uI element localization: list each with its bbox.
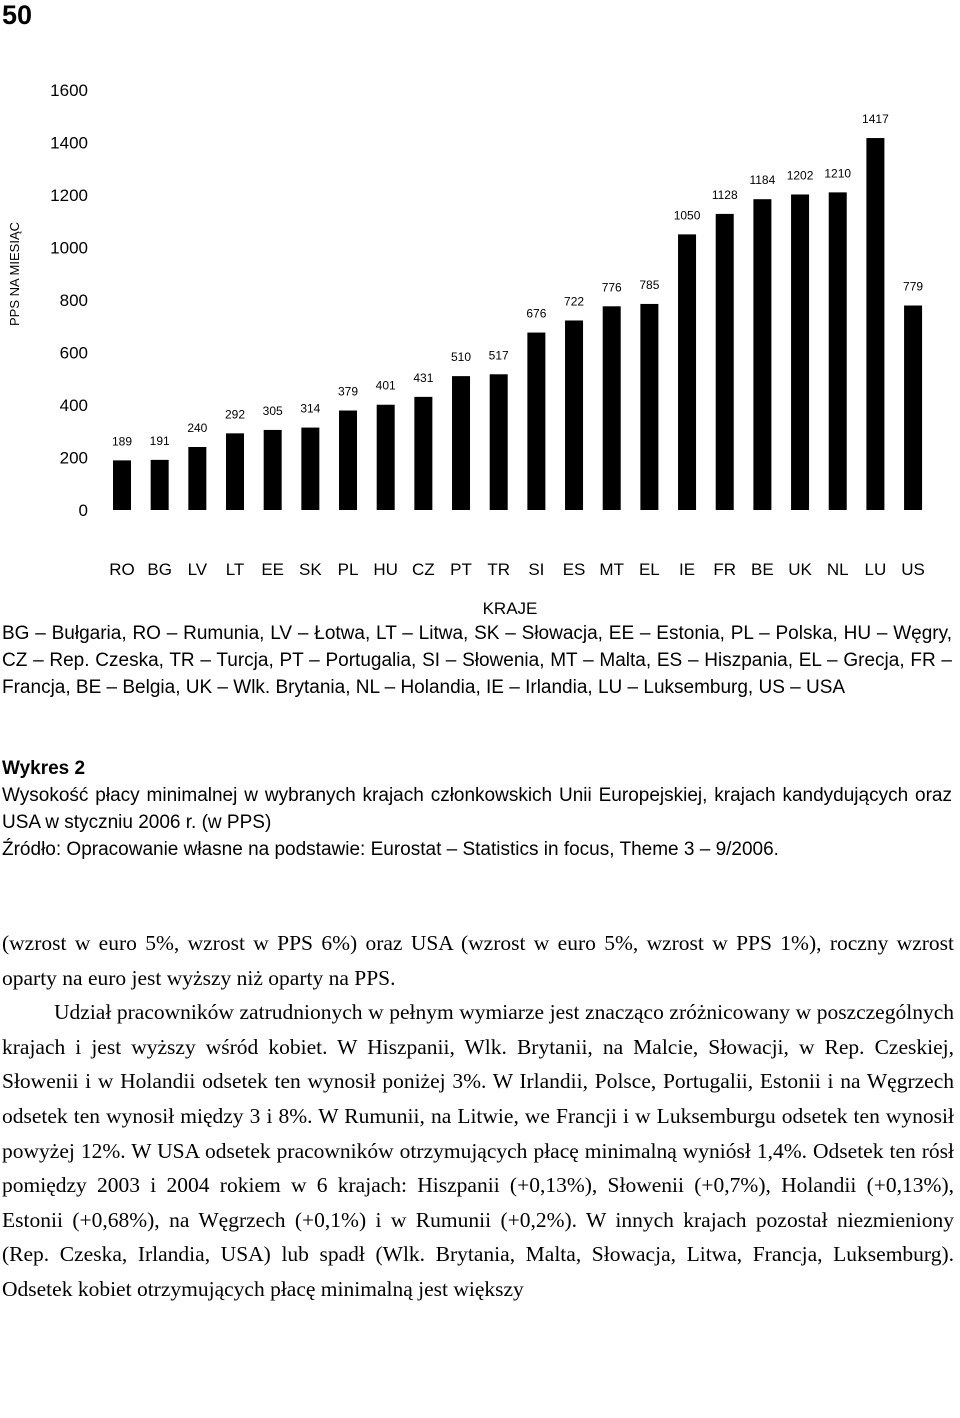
value-label: 431 (413, 370, 434, 385)
x-tick-label: TR (487, 560, 511, 579)
x-tick-label: HU (373, 560, 398, 579)
bar-be (753, 199, 771, 510)
body-paragraph-1: (wzrost w euro 5%, wzrost w PPS 6%) oraz USA (wzrost w euro 5%, wzrost w PPS 1%), roczny wzrost oparty na euro jest wyższy niż oparty na PPS. (2, 931, 954, 990)
value-label: 722 (564, 294, 585, 309)
value-label: 240 (187, 421, 208, 435)
bar-nl (829, 192, 847, 510)
y-tick-label: 200 (59, 448, 88, 468)
value-label: 510 (451, 350, 472, 365)
page-number: 50 (2, 0, 33, 30)
bar-lu (866, 138, 884, 510)
value-label: 1050 (673, 208, 701, 223)
y-tick-label: 0 (78, 501, 88, 520)
x-tick-label: SI (528, 560, 545, 579)
bar-si (527, 333, 545, 510)
value-label: 1128 (711, 187, 738, 202)
y-tick-label: 1600 (50, 81, 88, 100)
x-tick-label: BE (751, 560, 774, 579)
x-tick-label: IE (679, 560, 696, 579)
body-paragraph-2: Udział pracowników zatrudnionych w pełnym wymiarze jest znacząco zróżnicowany w poszczególnych krajach i jest wyższy wśród kobiet. W Hiszpanii, Wlk. Brytanii, na Malcie, Słowacji, w Rep. Czeskiej, Słowenii i w Holandii odsetek ten wynosił poniżej 3%. W Irlandii, Polsce, Portugalii, Estonii i na Węgrzech odsetek ten wynosił między 3 i 8%. W Rumunii, na Litwie, we Francji i w Luksemburgu odsetek ten wynosił powyżej 12%. W USA odsetek pracowników otrzymujących płacę minimalną wyniósł 1,4%. Odsetek ten rósł pomiędzy 2003 i 2004 rokiem w 6 krajach: Hiszpanii (+0,13%), Słowenii (+0,7%), Holandii (+0,13%), Estonii (+0,68%), na Węgrzech (+0,1%) i w Rumunii (+0,2%). W innych krajach pozostał niezmieniony (Rep. Czeska, Irlandia, USA) lub spadł (Wlk. Brytania, Malta, Słowacja, Litwa, Francja, Luksemburg). Odsetek kobiet otrzymujących płacę minimalną jest większy (2, 1000, 954, 1301)
bar-pl (339, 411, 357, 510)
bar-mt (603, 306, 621, 510)
value-label: 779 (903, 279, 924, 294)
y-tick-label: 400 (59, 396, 88, 415)
x-tick-label: MT (599, 560, 624, 579)
value-label: 517 (488, 348, 509, 363)
y-tick-label: 1400 (50, 133, 88, 153)
value-label: 191 (149, 433, 170, 448)
y-tick-label: 800 (59, 291, 88, 310)
figure-title: Wykres 2 (2, 758, 86, 779)
bar-pt (452, 376, 470, 510)
bar-us (904, 306, 922, 510)
bar-ro (113, 460, 131, 510)
bar-lt (226, 433, 244, 510)
value-label: 305 (262, 403, 283, 418)
minimum-wage-bar-chart (0, 70, 960, 620)
value-label: 401 (375, 378, 396, 393)
x-tick-label: EE (261, 560, 285, 579)
x-tick-label: US (901, 560, 925, 579)
value-label: 379 (338, 384, 359, 399)
x-tick-label: LV (187, 560, 208, 579)
value-label: 314 (300, 401, 321, 416)
value-label: 1210 (824, 166, 852, 181)
x-tick-label: SK (299, 560, 322, 579)
y-tick-label: 600 (59, 343, 88, 363)
value-label: 1417 (862, 112, 889, 127)
value-label: 676 (526, 306, 547, 321)
bar-uk (791, 194, 809, 510)
bar-sk (301, 428, 319, 510)
value-label: 1184 (749, 173, 776, 188)
x-tick-label: LU (864, 560, 887, 579)
x-tick-label: EL (638, 560, 660, 579)
value-label: 776 (601, 280, 622, 295)
bar-tr (490, 374, 508, 510)
x-axis-ticks (109, 560, 925, 579)
bar-ee (264, 430, 282, 510)
body-text (2, 926, 954, 1307)
bars (113, 138, 922, 510)
bar-bg (151, 460, 169, 510)
y-axis-label: PPS NA MIESIĄC (7, 221, 22, 327)
figure-source: Źródło: Opracowanie własne na podstawie: Eurostat – Statistics in focus, Theme 3 – 9/2006. (2, 839, 779, 860)
value-label: 1202 (786, 168, 814, 183)
bar-es (565, 320, 583, 510)
y-tick-label: 1200 (50, 186, 88, 205)
value-label: 292 (224, 407, 246, 422)
x-tick-label: RO (109, 560, 135, 579)
bar-fr (716, 214, 734, 510)
bar-lv (188, 447, 206, 510)
bar-ie (678, 234, 696, 510)
bar-hu (377, 405, 395, 510)
x-tick-label: FR (713, 560, 737, 579)
x-tick-label: PL (337, 560, 359, 579)
bar-el (640, 304, 658, 510)
bar-cz (414, 397, 432, 510)
value-label: 189 (111, 434, 133, 449)
x-tick-label: BG (147, 560, 172, 579)
x-tick-label: LT (225, 560, 245, 579)
country-code-legend: BG – Bułgaria, RO – Rumunia, LV – Łotwa, LT – Litwa, SK – Słowacja, EE – Estonia, PL – Polska, HU – Węgry, CZ – Rep. Czeska, TR – Turcja, PT – Portugalia, SI – Słowenia, MT – Malta, ES – Hiszpania, EL – Grecja, FR – Francja, BE – Belgia, UK – Wlk. Brytania, NL – Holandia, IE – Irlandia, LU – Luksemburg, US – USA (2, 623, 952, 698)
value-label: 785 (639, 277, 660, 292)
x-tick-label: ES (562, 560, 586, 579)
y-tick-label: 1000 (50, 238, 88, 258)
y-axis-ticks (50, 81, 88, 520)
x-tick-label: PT (450, 560, 472, 579)
x-tick-label: CZ (412, 560, 435, 579)
figure-description: Wysokość płacy minimalnej w wybranych krajach członkowskich Unii Europejskiej, krajach kandydujących oraz USA w styczniu 2006 r. (w PPS) (2, 785, 952, 833)
x-axis-label: KRAJE (482, 599, 538, 618)
figure-caption (2, 755, 952, 863)
x-tick-label: NL (826, 560, 849, 579)
x-tick-label: UK (788, 560, 812, 579)
